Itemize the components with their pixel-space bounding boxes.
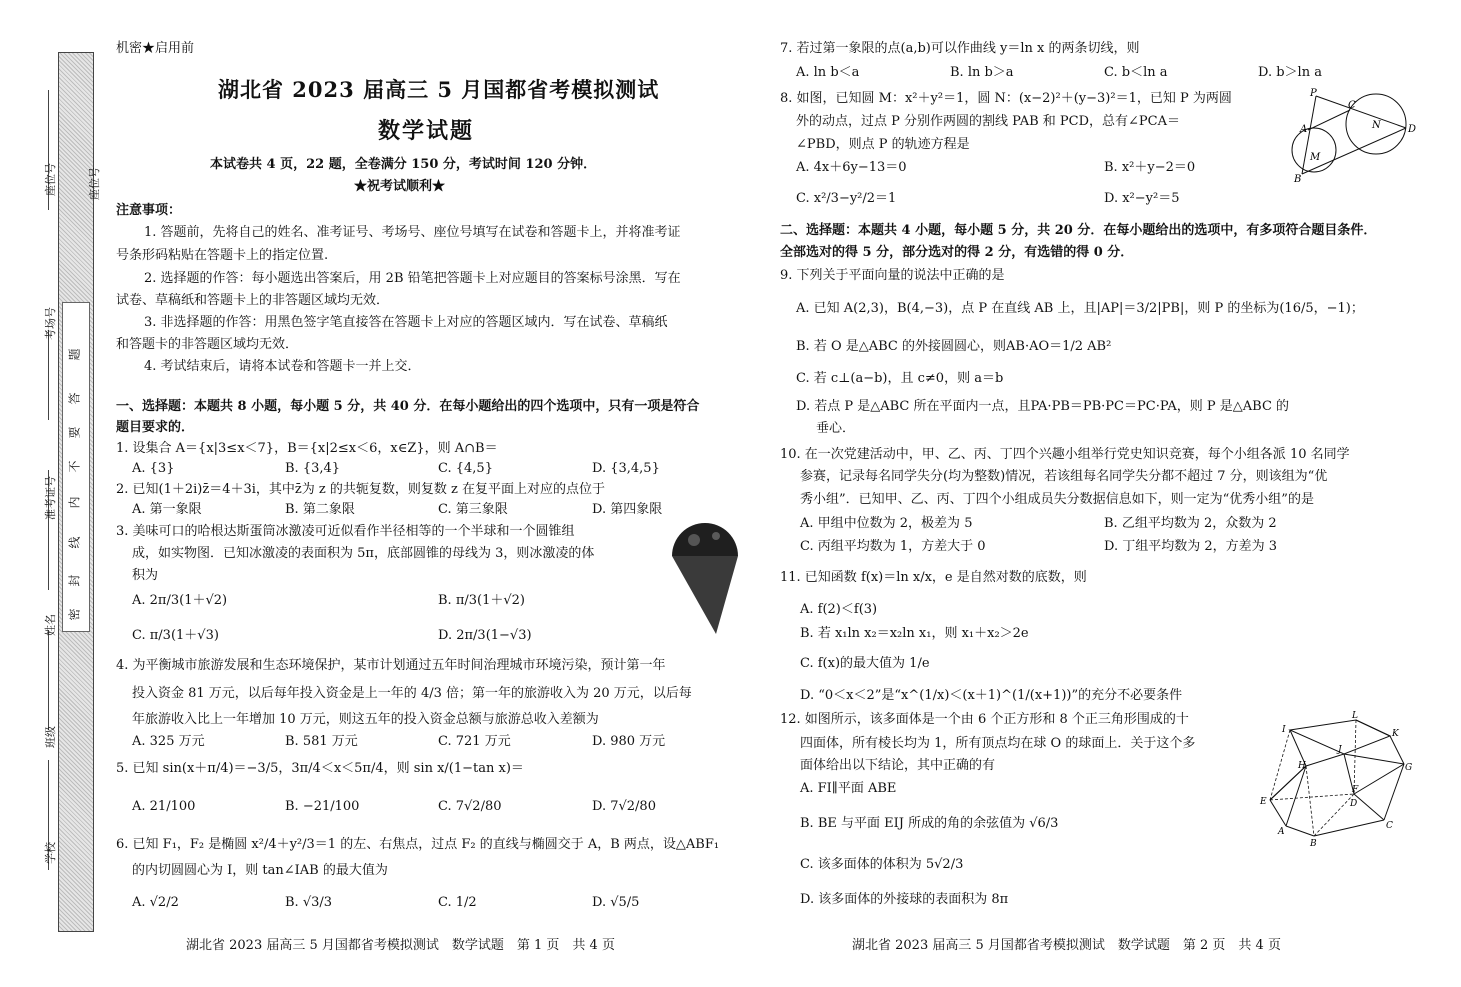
scoop-highlight [712, 532, 720, 540]
q10-stem: 10. 在一次党建活动中，甲、乙、丙、丁四个兴趣小组举行党史知识竞赛，每个小组各派 10 名同学 [780, 447, 1350, 462]
chord-bd [1302, 128, 1406, 174]
q10-opt-c: C. 丙组平均数为 1，方差大于 0 [800, 539, 986, 554]
strip-line [48, 630, 49, 730]
label-seat-no-right: 座位号 [88, 167, 101, 200]
cone-shape [672, 556, 738, 634]
polyhedron-hidden-edges [1270, 720, 1356, 836]
q9-opt-a: A. 已知 A(2,3)，B(4,−3)，点 P 在直线 AB 上，且|AP|＝3/2|PB|，则 P 的坐标为(16/5，−1)； [796, 301, 1364, 316]
q12-polyhedron-figure [1254, 708, 1414, 848]
label-j: J [1338, 745, 1342, 755]
q1-opt-d: D. {3,4,5} [592, 461, 660, 476]
q2-opt-a: A. 第一象限 [132, 502, 202, 517]
label-name: 姓名 [44, 614, 57, 636]
q11-opt-c: C. f(x)的最大值为 1/e [800, 656, 930, 671]
label-d: D [1408, 124, 1417, 135]
q7-stem: 7. 若过第一象限的点(a,b)可以作曲线 y＝ln x 的两条切线，则 [780, 41, 1140, 56]
seal-char: 要 [67, 426, 82, 439]
scoop-shape [672, 523, 738, 556]
seal-char: 不 [67, 460, 82, 473]
q12-opt-c: C. 该多面体的体积为 5√2/3 [800, 857, 964, 872]
label-c: C [1386, 821, 1393, 831]
q12-opt-b: B. BE 与平面 EIJ 所成的角的余弦值为 √6/3 [800, 816, 1059, 831]
q11-opt-d: D. “0＜x＜2”是“x^(1/x)＜(x＋1)^(1/(x+1))”的充分不必要条件 [800, 688, 1183, 703]
secant-pcd [1316, 96, 1406, 128]
label-a: A [1300, 124, 1308, 135]
label-a: A [1278, 827, 1285, 837]
q1-opt-c: C. {4,5} [438, 461, 493, 476]
section1-heading: 一、选择题：本题共 8 小题，每小题 5 分，共 40 分．在每小题给出的四个选项中，只有一项是符合 [116, 399, 700, 414]
q12-opt-a: A. FI∥平面 ABE [800, 781, 897, 796]
q2-opt-c: C. 第三象限 [438, 502, 508, 517]
notice-line: 3. 非选择题的作答：用黑色签字笔直接答在答题卡上对应的答题区域内．写在试卷、草稿纸 [144, 315, 668, 330]
q3-opt-c: C. π/3(1＋√3) [132, 628, 219, 643]
notice-line: 和答题卡的非答题区域均无效． [116, 337, 299, 352]
q8-stem-cont: 外的动点，过点 P 分别作两圆的割线 PAB 和 PCD，总有∠PCA＝ [796, 114, 1180, 129]
label-i: I [1282, 725, 1286, 735]
q4-stem-cont: 年旅游收入比上一年增加 10 万元，则这五年的投入资金总额与旅游总收入差额为 [132, 712, 599, 727]
q7-opt-d: D. b＞ln a [1258, 65, 1322, 80]
notice-title: 注意事项： [116, 203, 182, 218]
circle-m [1292, 128, 1336, 172]
notice-line: 试卷、草稿纸和答题卡上的非答题区域均无效． [116, 293, 390, 308]
seal-char: 线 [67, 536, 82, 549]
label-k: K [1392, 729, 1399, 739]
q6-opt-a: A. √2/2 [132, 895, 179, 910]
chord-ac [1308, 110, 1350, 130]
seal-char: 题 [67, 348, 82, 361]
label-b: B [1310, 839, 1317, 848]
label-room-no: 考场号 [44, 307, 57, 340]
q9-stem: 9. 下列关于平面向量的说法中正确的是 [780, 268, 1005, 283]
q5-opt-d: D. 7√2/80 [592, 799, 656, 814]
q11-stem: 11. 已知函数 f(x)＝ln x/x，e 是自然对数的底数，则 [780, 570, 1087, 585]
secret-label: 机密★启用前 [116, 41, 195, 56]
q9-opt-d-cont: 垂心． [816, 421, 856, 436]
q8-stem: 8. 如图，已知圆 M：x²＋y²＝1，圆 N：(x−2)²＋(y−3)²＝1，已知 P 为两圆 [780, 91, 1232, 106]
q2-opt-b: B. 第二象限 [285, 502, 355, 517]
notice-line: 4. 考试结束后，请将本试卷和答题卡一并上交． [144, 359, 421, 374]
q2-stem: 2. 已知(1＋2i)z̄＝4＋3i，其中z̄为 z 的共轭复数，则复数 z 在复平面上对应的点位于 [116, 482, 606, 497]
footer-page-1: 湖北省 2023 届高三 5 月国都省考模拟测试 数学试题 第 1 页 共 4 页 [186, 938, 615, 953]
q9-opt-d: D. 若点 P 是△ABC 所在平面内一点，且PA·PB＝PB·PC＝PC·PA，则 P 是△ABC 的 [796, 399, 1290, 414]
q6-opt-d: D. √5/5 [592, 895, 640, 910]
good-luck: ★祝考试顺利★ [354, 179, 446, 194]
label-h: H [1298, 761, 1306, 771]
q8-opt-c: C. x²/3−y²/2＝1 [796, 191, 897, 206]
q4-opt-c: C. 721 万元 [438, 734, 511, 749]
q2-opt-d: D. 第四象限 [592, 502, 663, 517]
section2-heading-cont: 全部选对的得 5 分，部分选对的得 2 分，有选错的得 0 分． [780, 245, 1134, 260]
scoop-highlight [688, 534, 700, 546]
seal-char: 答 [67, 392, 82, 405]
label-n: N [1372, 120, 1381, 131]
notice-line: 号条形码粘贴在答题卡上的指定位置. [116, 248, 329, 263]
label-b: B [1294, 174, 1302, 184]
q5-opt-a: A. 21/100 [132, 799, 196, 814]
q5-opt-b: B. −21/100 [285, 799, 360, 814]
q3-opt-a: A. 2π/3(1＋√2) [132, 593, 228, 608]
q10-stem-cont: 秀小组”．已知甲、乙、丙、丁四个小组成员失分数据信息如下，则一定为“优秀小组”的是 [800, 492, 1314, 507]
label-class: 班级 [44, 726, 57, 748]
q8-circles-figure [1284, 88, 1424, 184]
q7-opt-b: B. ln b＞a [950, 65, 1014, 80]
q1-opt-b: B. {3,4} [285, 461, 341, 476]
subject-title: 数学试题 [378, 118, 475, 144]
q8-opt-b: B. x²＋y−2＝0 [1104, 160, 1196, 175]
q10-opt-d: D. 丁组平均数为 2，方差为 3 [1104, 539, 1278, 554]
q9-opt-c: C. 若 c⊥(a−b)，且 c≠0，则 a＝b [796, 371, 1004, 386]
label-school: 学校 [44, 842, 57, 864]
seal-char: 封 [67, 574, 82, 587]
q12-stem: 12. 如图所示，该多面体是一个由 6 个正方形和 8 个正三角形围成的十 [780, 712, 1189, 727]
q7-opt-a: A. ln b＜a [796, 65, 860, 80]
q11-opt-b: B. 若 x₁ln x₂＝x₂ln x₁，则 x₁＋x₂＞2e [800, 626, 1029, 641]
strip-line [48, 330, 49, 420]
q1-opt-a: A. {3} [132, 461, 175, 476]
q8-stem-cont: ∠PBD，则点 P 的轨迹方程是 [796, 137, 970, 152]
label-g: G [1405, 763, 1413, 773]
q3-stem: 3. 美味可口的哈根达斯蛋筒冰激凌可近似看作半径相等的一个半球和一个圆锥组 [116, 524, 575, 539]
label-m: M [1310, 152, 1321, 163]
q5-opt-c: C. 7√2/80 [438, 799, 502, 814]
section1-heading-cont: 题目要求的． [116, 420, 195, 435]
q6-opt-c: C. 1/2 [438, 895, 477, 910]
seal-char: 内 [67, 496, 82, 509]
q3-stem-cont: 积为 [132, 568, 159, 583]
q8-opt-a: A. 4x＋6y−13＝0 [796, 160, 907, 175]
label-ticket-no: 准考证号 [44, 476, 57, 520]
exam-info: 本试卷共 4 页，22 题，全卷满分 150 分，考试时间 120 分钟． [210, 157, 597, 172]
q4-opt-d: D. 980 万元 [592, 734, 666, 749]
label-f: F [1352, 785, 1359, 795]
ice-cream-figure [664, 520, 746, 638]
q4-stem: 4. 为平衡城市旅游发展和生态环境保护，某市计划通过五年时间治理城市环境污染，预计第一年 [116, 658, 666, 673]
q12-opt-d: D. 该多面体的外接球的表面积为 8π [800, 892, 1009, 907]
q10-opt-a: A. 甲组中位数为 2，极差为 5 [800, 516, 973, 531]
q7-opt-c: C. b＜ln a [1104, 65, 1168, 80]
label-d: D [1350, 799, 1358, 809]
q12-stem-cont: 面体给出以下结论，其中正确的有 [800, 758, 996, 773]
footer-page-2: 湖北省 2023 届高三 5 月国都省考模拟测试 数学试题 第 2 页 共 4 页 [852, 938, 1281, 953]
q3-stem-cont: 成，如实物图．已知冰激凌的表面积为 5π，底部圆锥的母线为 3，则冰激凌的体 [132, 546, 595, 561]
q11-opt-a: A. f(2)＜f(3) [800, 602, 878, 617]
q3-opt-d: D. 2π/3(1−√3) [438, 628, 532, 643]
label-p: P [1310, 88, 1317, 99]
q4-opt-a: A. 325 万元 [132, 734, 205, 749]
q9-opt-b: B. 若 O 是△ABC 的外接圆圆心，则AB·AO＝1/2 AB² [796, 339, 1112, 354]
label-c: C [1348, 100, 1356, 111]
seal-char: 密 [67, 608, 82, 621]
label-e: E [1260, 797, 1267, 807]
label-l: L [1352, 711, 1358, 721]
q10-opt-b: B. 乙组平均数为 2，众数为 2 [1104, 516, 1277, 531]
q12-stem-cont: 四面体，所有棱长均为 1，所有顶点均在球 O 的球面上．关于这个多 [800, 736, 1196, 751]
q4-stem-cont: 投入资金 81 万元，以后每年投入资金是上一年的 4/3 倍；第一年的旅游收入为 20 万元，以后每 [132, 686, 692, 701]
q8-opt-d: D. x²−y²＝5 [1104, 191, 1180, 206]
notice-line: 1. 答题前，先将自己的姓名、准考证号、考场号、座位号填写在试卷和答题卡上，并将准考证 [144, 225, 681, 240]
notice-line: 2. 选择题的作答：每小题选出答案后，用 2B 铅笔把答题卡上对应题目的答案标号涂黑．写在 [144, 271, 681, 286]
polyhedron-edges [1270, 720, 1404, 836]
section2-heading: 二、选择题：本题共 4 小题，每小题 5 分，共 20 分．在每小题给出的选项中，有多项符合题目条件． [780, 223, 1377, 238]
q4-opt-b: B. 581 万元 [285, 734, 358, 749]
label-seat-no: 座位号 [44, 163, 57, 196]
q3-opt-b: B. π/3(1＋√2) [438, 593, 525, 608]
q1-stem: 1. 设集合 A＝{x|3≤x＜7}，B＝{x|2≤x＜6，x∈Z}，则 A∩B＝ [116, 441, 498, 456]
q6-stem: 6. 已知 F₁，F₂ 是椭圆 x²/4＋y²/3＝1 的左、右焦点，过点 F₂ 的直线与椭圆交于 A，B 两点，设△ABF₁ [116, 837, 720, 852]
q10-stem-cont: 参赛，记录每名同学失分(均为整数)情况，若该组每名同学失分都不超过 7 分，则该组为“优 [800, 469, 1328, 484]
q6-opt-b: B. √3/3 [285, 895, 333, 910]
q5-stem: 5. 已知 sin(x＋π/4)＝−3/5，3π/4＜x＜5π/4，则 sin x/(1−tan x)＝ [116, 761, 524, 776]
exam-title: 湖北省 2023 届高三 5 月国都省考模拟测试 [218, 77, 660, 102]
q6-stem-cont: 的内切圆圆心为 I，则 tan∠IAB 的最大值为 [132, 863, 388, 878]
